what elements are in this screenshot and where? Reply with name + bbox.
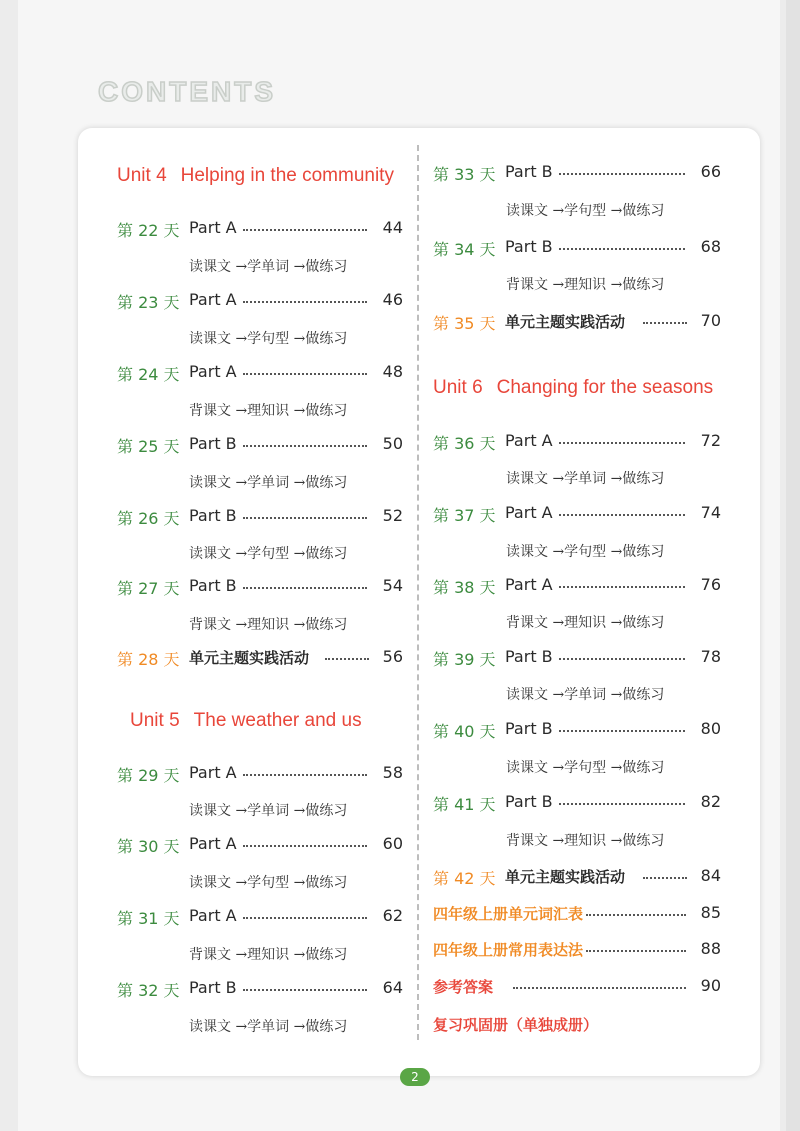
sub-steps: 读课文 →学单词 →做练习 — [506, 687, 665, 703]
sub-steps: 读课文 →学句型 →做练习 — [189, 546, 348, 562]
dot-leader — [243, 989, 367, 991]
dot-leader — [586, 914, 686, 916]
day-label: 第 36 天 — [433, 434, 496, 453]
dot-leader — [559, 803, 685, 805]
toc-entry-day22[interactable] — [117, 218, 403, 242]
dot-leader — [243, 917, 367, 919]
page-number: 58 — [382, 763, 403, 782]
part-label: Part B — [189, 434, 237, 453]
dot-leader — [643, 322, 687, 324]
sub-steps: 读课文 →学单词 →做练习 — [189, 475, 348, 491]
page-number: 70 — [700, 311, 721, 330]
toc-entry-day27[interactable] — [117, 576, 403, 600]
extra-label: 参考答案 — [433, 978, 494, 996]
day-label: 第 39 天 — [433, 650, 496, 669]
part-label: Part A — [189, 290, 237, 309]
day-label: 第 40 天 — [433, 722, 496, 741]
sub-steps: 背课文 →理知识 →做练习 — [189, 403, 348, 419]
dot-leader — [243, 445, 367, 447]
toc-entry-day36[interactable] — [433, 431, 721, 455]
part-label: Part B — [505, 237, 553, 256]
page-number: 68 — [700, 237, 721, 256]
page-number: 74 — [700, 503, 721, 522]
part-label: Part B — [505, 792, 553, 811]
unit4-heading — [117, 165, 394, 187]
dot-leader — [243, 301, 367, 303]
page-number: 88 — [700, 939, 721, 958]
unit4-title: Helping in the community — [180, 165, 394, 186]
toc-entry-day38[interactable] — [433, 575, 721, 599]
part-label: Part A — [189, 362, 237, 381]
page-number: 50 — [382, 434, 403, 453]
day-label: 第 25 天 — [117, 437, 180, 456]
page-number: 85 — [700, 903, 721, 922]
page-number: 62 — [382, 906, 403, 925]
unit6-title: Changing for the seasons — [496, 377, 714, 398]
page-number: 52 — [382, 506, 403, 525]
sub-steps: 背课文 →理知识 →做练习 — [189, 617, 348, 633]
part-label: 单元主题实践活动 — [189, 649, 310, 667]
toc-entry-day26[interactable] — [117, 506, 403, 530]
unit6-number: Unit 6 — [433, 377, 483, 398]
toc-entry-day37[interactable] — [433, 503, 721, 527]
dot-leader — [559, 658, 685, 660]
day-label: 第 32 天 — [117, 981, 180, 1000]
toc-entry-day41[interactable] — [433, 792, 721, 816]
toc-entry-expressions[interactable] — [433, 939, 721, 963]
page-number: 72 — [700, 431, 721, 450]
day-label: 第 42 天 — [433, 869, 496, 888]
dot-leader — [559, 173, 685, 175]
page-number: 44 — [382, 218, 403, 237]
page-number: 64 — [382, 978, 403, 997]
day-label: 第 28 天 — [117, 650, 180, 669]
day-label: 第 24 天 — [117, 365, 180, 384]
page-number: 54 — [382, 576, 403, 595]
unit5-number: Unit 5 — [130, 710, 180, 731]
dot-leader — [243, 774, 367, 776]
part-label: Part A — [505, 431, 553, 450]
page-number: 56 — [382, 647, 403, 666]
sub-steps: 读课文 →学句型 →做练习 — [189, 875, 348, 891]
part-label: Part B — [505, 162, 553, 181]
toc-entry-vocab-list[interactable] — [433, 903, 721, 927]
unit6-heading — [433, 377, 713, 399]
toc-entry-day33[interactable] — [433, 162, 721, 186]
sub-steps: 读课文 →学单词 →做练习 — [189, 1019, 348, 1035]
part-label: Part A — [505, 503, 553, 522]
unit5-heading — [130, 710, 362, 732]
dot-leader — [325, 658, 369, 660]
extra-label: 四年级上册单元词汇表 — [433, 905, 584, 923]
toc-entry-day34[interactable] — [433, 237, 721, 261]
day-label: 第 27 天 — [117, 579, 180, 598]
extra-label: 四年级上册常用表达法 — [433, 941, 584, 959]
page-number: 78 — [700, 647, 721, 666]
day-label: 第 26 天 — [117, 509, 180, 528]
dot-leader — [559, 730, 685, 732]
dot-leader — [243, 587, 367, 589]
sub-steps: 背课文 →理知识 →做练习 — [189, 947, 348, 963]
day-label: 第 35 天 — [433, 314, 496, 333]
dot-leader — [243, 373, 367, 375]
toc-entry-day25[interactable] — [117, 434, 403, 458]
part-label: Part B — [505, 719, 553, 738]
page-number: 60 — [382, 834, 403, 853]
toc-entry-day32[interactable] — [117, 978, 403, 1002]
dot-leader — [559, 514, 685, 516]
day-label: 第 22 天 — [117, 221, 180, 240]
page-number: 90 — [700, 976, 721, 995]
contents-title: CONTENTS — [98, 76, 276, 107]
toc-entry-day23[interactable] — [117, 290, 403, 314]
page-number: 80 — [700, 719, 721, 738]
dot-leader — [643, 877, 687, 879]
page-number: 76 — [700, 575, 721, 594]
dot-leader — [243, 229, 367, 231]
column-divider — [417, 145, 419, 1040]
page-number: 66 — [700, 162, 721, 181]
sub-steps: 读课文 →学句型 →做练习 — [189, 331, 348, 347]
toc-entry-answers[interactable] — [433, 976, 721, 1000]
day-label: 第 34 天 — [433, 240, 496, 259]
extra-label: 复习巩固册（单独成册） — [433, 1016, 599, 1034]
part-label: Part A — [189, 834, 237, 853]
toc-entry-day29[interactable] — [117, 763, 403, 787]
page-number: 46 — [382, 290, 403, 309]
sub-steps: 读课文 →学单词 →做练习 — [506, 471, 665, 487]
part-label: Part A — [505, 575, 553, 594]
part-label: Part B — [189, 576, 237, 595]
toc-card — [78, 128, 760, 1076]
page-number: 84 — [700, 866, 721, 885]
page-number: 48 — [382, 362, 403, 381]
sub-steps: 背课文 →理知识 →做练习 — [506, 833, 665, 849]
unit4-number: Unit 4 — [117, 165, 167, 186]
part-label: Part A — [189, 763, 237, 782]
dot-leader — [243, 517, 367, 519]
dot-leader — [559, 442, 685, 444]
part-label: Part B — [505, 647, 553, 666]
toc-entry-day42[interactable] — [433, 866, 721, 890]
toc-entry-day31[interactable] — [117, 906, 403, 930]
toc-entry-day30[interactable] — [117, 834, 403, 858]
day-label: 第 29 天 — [117, 766, 180, 785]
toc-entry-day28[interactable] — [117, 647, 403, 671]
sub-steps: 背课文 →理知识 →做练习 — [506, 277, 665, 293]
toc-entry-review-book[interactable] — [433, 1014, 721, 1038]
toc-entry-day24[interactable] — [117, 362, 403, 386]
day-label: 第 31 天 — [117, 909, 180, 928]
day-label: 第 23 天 — [117, 293, 180, 312]
unit5-title: The weather and us — [193, 710, 362, 731]
part-label: Part B — [189, 506, 237, 525]
page-number: 82 — [700, 792, 721, 811]
page-number-badge: 2 — [400, 1068, 430, 1086]
dot-leader — [586, 950, 686, 952]
day-label: 第 38 天 — [433, 578, 496, 597]
part-label: Part B — [189, 978, 237, 997]
toc-entry-day40[interactable] — [433, 719, 721, 743]
part-label: 单元主题实践活动 — [505, 313, 626, 331]
sub-steps: 读课文 →学句型 →做练习 — [506, 544, 665, 560]
dot-leader — [513, 987, 686, 989]
part-label: Part A — [189, 906, 237, 925]
sub-steps: 背课文 →理知识 →做练习 — [506, 615, 665, 631]
toc-entry-day39[interactable] — [433, 647, 721, 671]
part-label: Part A — [189, 218, 237, 237]
dot-leader — [243, 845, 367, 847]
sub-steps: 读课文 →学句型 →做练习 — [506, 203, 665, 219]
dot-leader — [559, 248, 685, 250]
sub-steps: 读课文 →学句型 →做练习 — [506, 760, 665, 776]
sub-steps: 读课文 →学单词 →做练习 — [189, 803, 348, 819]
toc-entry-day35[interactable] — [433, 311, 721, 335]
day-label: 第 33 天 — [433, 165, 496, 184]
sub-steps: 读课文 →学单词 →做练习 — [189, 259, 348, 275]
dot-leader — [559, 586, 685, 588]
page-edge — [786, 0, 800, 1131]
day-label: 第 30 天 — [117, 837, 180, 856]
day-label: 第 41 天 — [433, 795, 496, 814]
part-label: 单元主题实践活动 — [505, 868, 626, 886]
day-label: 第 37 天 — [433, 506, 496, 525]
